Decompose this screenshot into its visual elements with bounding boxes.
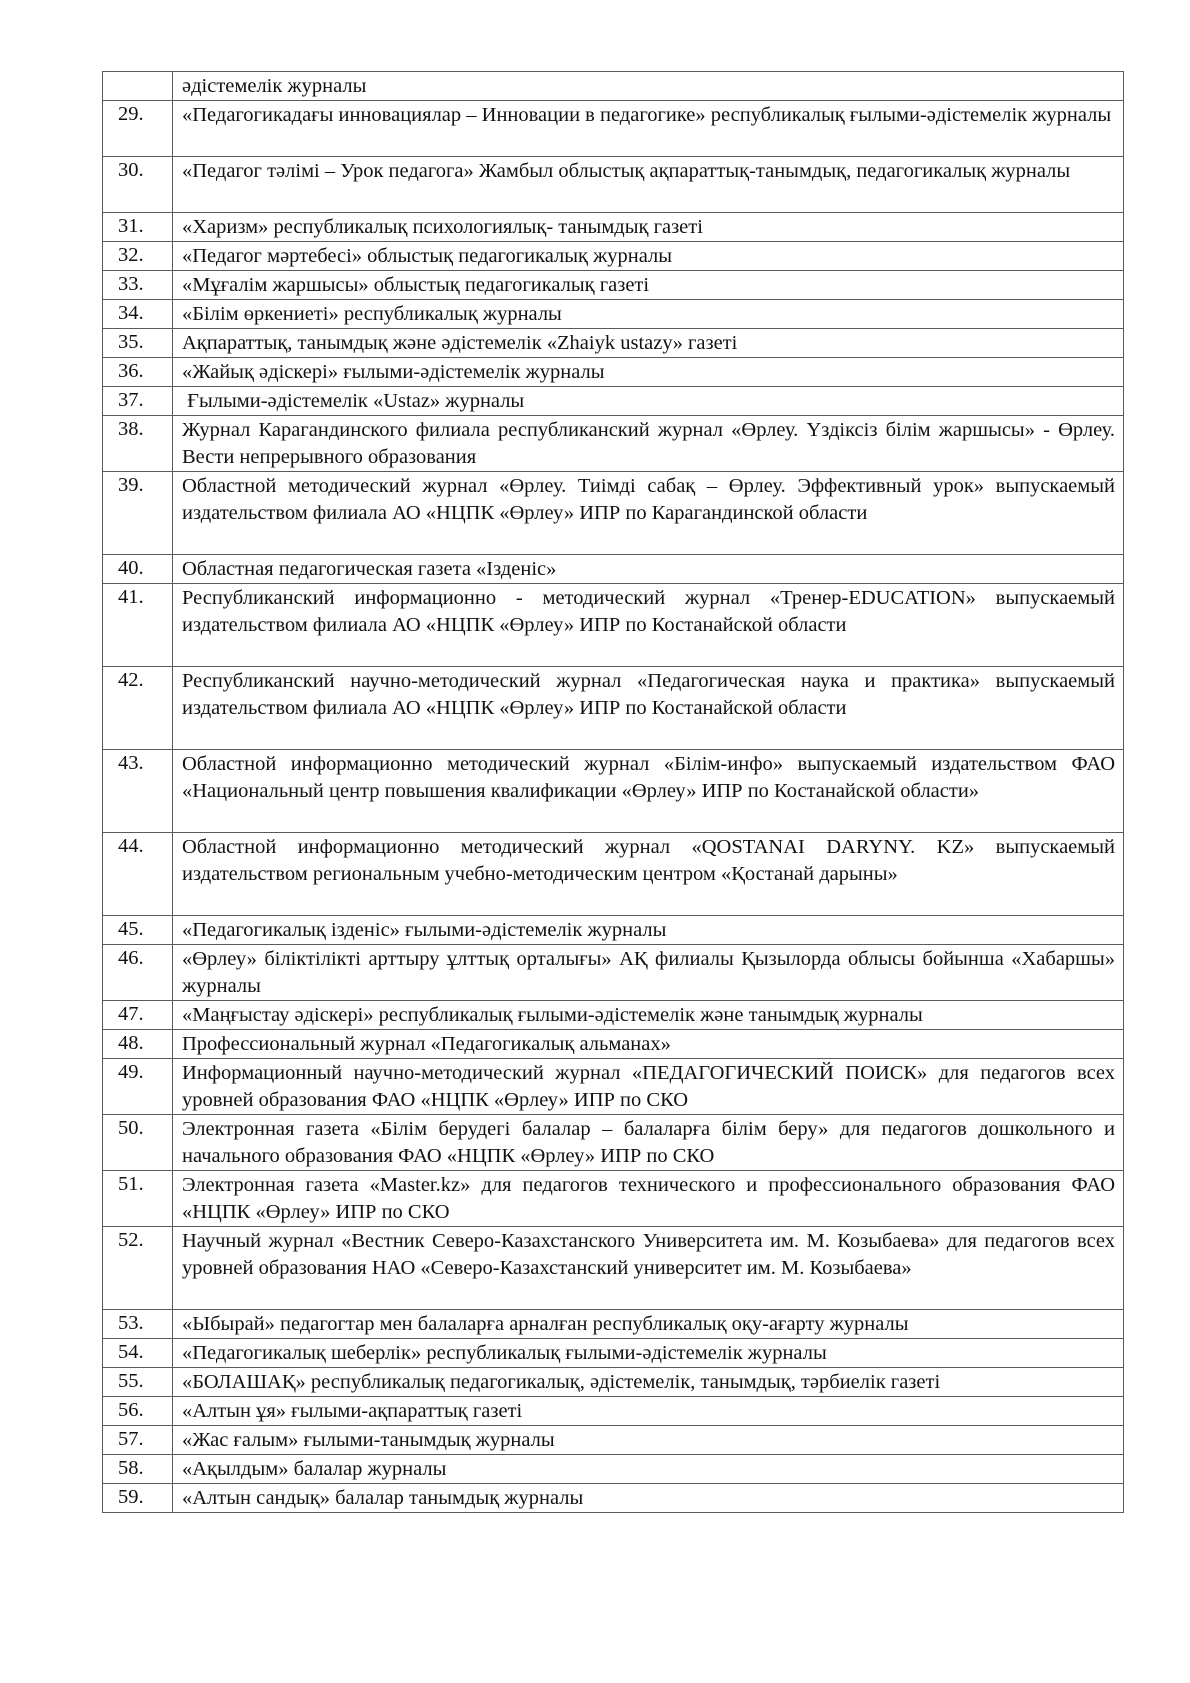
table-row xyxy=(103,1339,1124,1368)
row-number-cell: 43. xyxy=(103,750,173,833)
row-title-text: Электронная газета «Master.kz» для педагогов технического и профессионального образования ФАО «НЦПК «Өрлеу» ИПР по СКО xyxy=(182,1174,1115,1223)
row-title-cell xyxy=(173,157,1124,213)
row-title-text: «БОЛАШАҚ» республикалық педагогикалық, әдістемелік, танымдық, тәрбиелік газеті xyxy=(182,1371,941,1393)
row-number-cell: 33. xyxy=(103,271,173,300)
table-row xyxy=(103,1227,1124,1310)
row-title-text: Ғылыми-әдістемелік «Ustaz» журналы xyxy=(182,390,525,412)
row-number-cell: 38. xyxy=(103,416,173,472)
row-number-cell: 47. xyxy=(103,1001,173,1030)
row-title-cell xyxy=(173,584,1124,667)
table-row xyxy=(103,750,1124,833)
row-number-cell: 45. xyxy=(103,916,173,945)
row-number-cell: 52. xyxy=(103,1227,173,1310)
table-row xyxy=(103,213,1124,242)
table-row xyxy=(103,1455,1124,1484)
row-title-text: «Ыбырай» педагогтар мен балаларға арналған республикалық оқу-ағарту журналы xyxy=(182,1313,909,1335)
row-title-text: әдістемелік журналы xyxy=(182,75,367,97)
table-row xyxy=(103,945,1124,1001)
row-number-cell: 59. xyxy=(103,1484,173,1513)
row-title-cell xyxy=(173,667,1124,750)
row-number-cell: 29. xyxy=(103,101,173,157)
row-number-cell: 39. xyxy=(103,472,173,555)
row-title-cell xyxy=(173,1001,1124,1030)
row-title-text: «Педагогикалық шеберлік» республикалық ғылыми-әдістемелік журналы xyxy=(182,1342,827,1364)
row-title-cell xyxy=(173,329,1124,358)
table-row xyxy=(103,667,1124,750)
row-title-text: Областной информационно методический журнал «Білім-инфо» выпускаемый издательством ФАО «Национальный центр повышения квалификации «Өрлеу» ИПР по Костанайской области» xyxy=(182,753,1115,802)
table-row xyxy=(103,101,1124,157)
row-number-cell: 37. xyxy=(103,387,173,416)
row-title-text: «Ақылдым» балалар журналы xyxy=(182,1458,447,1480)
row-title-text: Научный журнал «Вестник Северо-Казахстанского Университета им. М. Козыбаева» для педагогов всех уровней образования НАО «Северо-Казахстанский университет им. М. Козыбаева» xyxy=(182,1230,1115,1279)
row-title-text: «Білім өркениеті» республикалық журналы xyxy=(182,303,562,325)
row-number-cell: 34. xyxy=(103,300,173,329)
row-number-cell: 35. xyxy=(103,329,173,358)
row-title-text: «Педагог тәлімі – Урок педагога» Жамбыл облыстық ақпараттық-танымдық, педагогикалық журналы xyxy=(182,160,1071,182)
row-title-text: Областная педагогическая газета «Ізденіс» xyxy=(182,558,557,580)
row-title-cell xyxy=(173,72,1124,101)
table-row xyxy=(103,555,1124,584)
row-title-text: «Алтын ұя» ғылыми-ақпараттық газеті xyxy=(182,1400,523,1422)
row-title-cell xyxy=(173,1115,1124,1171)
row-title-text: «Жайық әдіскері» ғылыми-әдістемелік журналы xyxy=(182,361,605,383)
row-title-text: Ақпараттық, танымдық және әдістемелік «Zhaiyk ustazy» газеті xyxy=(182,332,738,354)
row-title-text: «Педагогикалық ізденіс» ғылыми-әдістемелік журналы xyxy=(182,919,667,941)
row-title-cell xyxy=(173,1171,1124,1227)
table-row xyxy=(103,358,1124,387)
table-row xyxy=(103,416,1124,472)
table-row xyxy=(103,833,1124,916)
row-title-text: Республиканский научно-методический журнал «Педагогическая наука и практика» выпускаемый издательством филиала АО «НЦПК «Өрлеу» ИПР по Костанайской области xyxy=(182,670,1115,719)
row-title-cell xyxy=(173,945,1124,1001)
row-number-cell: 32. xyxy=(103,242,173,271)
row-title-cell xyxy=(173,271,1124,300)
table-row xyxy=(103,387,1124,416)
row-number-cell: 40. xyxy=(103,555,173,584)
table-row xyxy=(103,584,1124,667)
table-row xyxy=(103,157,1124,213)
row-number-cell: 30. xyxy=(103,157,173,213)
row-number-cell: 56. xyxy=(103,1397,173,1426)
table-row xyxy=(103,1030,1124,1059)
row-title-cell xyxy=(173,1310,1124,1339)
table-row xyxy=(103,1484,1124,1513)
row-title-cell xyxy=(173,1426,1124,1455)
row-number-cell: 53. xyxy=(103,1310,173,1339)
table-row xyxy=(103,1426,1124,1455)
table-row xyxy=(103,1171,1124,1227)
table-row xyxy=(103,1310,1124,1339)
table-row xyxy=(103,1001,1124,1030)
row-title-cell xyxy=(173,387,1124,416)
table-row xyxy=(103,1397,1124,1426)
table-row xyxy=(103,1368,1124,1397)
row-title-text: Областной информационно методический журнал «QOSTANAI DARYNY. KZ» выпускаемый издательством региональным учебно-методическим центром «Қостанай дарыны» xyxy=(182,836,1115,885)
table-row xyxy=(103,329,1124,358)
row-title-text: Профессиональный журнал «Педагогикалық альманах» xyxy=(182,1033,671,1055)
row-number-cell: 44. xyxy=(103,833,173,916)
table-row-continued xyxy=(103,72,1124,101)
row-number-cell: 42. xyxy=(103,667,173,750)
row-title-cell xyxy=(173,213,1124,242)
row-title-cell xyxy=(173,750,1124,833)
row-title-cell xyxy=(173,916,1124,945)
table-row xyxy=(103,472,1124,555)
row-number-cell: 50. xyxy=(103,1115,173,1171)
row-title-text: «Педагог мәртебесі» облыстық педагогикалық журналы xyxy=(182,245,673,267)
row-number-cell: 55. xyxy=(103,1368,173,1397)
row-number-cell: 49. xyxy=(103,1059,173,1115)
table-row xyxy=(103,300,1124,329)
table-row xyxy=(103,271,1124,300)
row-number-cell: 31. xyxy=(103,213,173,242)
row-title-cell xyxy=(173,1484,1124,1513)
row-title-text: «Алтын сандық» балалар танымдық журналы xyxy=(182,1487,584,1509)
row-title-text: «Маңғыстау әдіскері» республикалық ғылыми-әдістемелік және танымдық журналы xyxy=(182,1004,923,1026)
row-number-cell: 48. xyxy=(103,1030,173,1059)
row-number-cell: 41. xyxy=(103,584,173,667)
row-title-text: Электронная газета «Білім берудегі балалар – балаларға білім беру» для педагогов дошкольного и начального образования ФАО «НЦПК «Өрлеу» ИПР по СКО xyxy=(182,1118,1115,1167)
row-title-text: Республиканский информационно - методический журнал «Тренер-EDUCATION» выпускаемый издательством филиала АО «НЦПК «Өрлеу» ИПР по Костанайской области xyxy=(182,587,1115,636)
row-title-text: «Харизм» республикалық психологиялық- танымдық газеті xyxy=(182,216,703,238)
table-row xyxy=(103,1115,1124,1171)
table-row xyxy=(103,242,1124,271)
row-title-text: «Педагогикадағы инновациялар – Инновации в педагогике» республикалық ғылыми-әдістемелік журналы xyxy=(182,104,1112,126)
row-number-cell: 57. xyxy=(103,1426,173,1455)
row-title-cell xyxy=(173,101,1124,157)
row-title-cell xyxy=(173,242,1124,271)
row-title-cell xyxy=(173,555,1124,584)
row-title-cell xyxy=(173,416,1124,472)
table-row xyxy=(103,916,1124,945)
row-title-cell xyxy=(173,1030,1124,1059)
row-title-text: «Жас ғалым» ғылыми-танымдық журналы xyxy=(182,1429,555,1451)
row-title-cell xyxy=(173,1397,1124,1426)
row-title-cell xyxy=(173,1455,1124,1484)
table-row xyxy=(103,1059,1124,1115)
row-title-text: «Мұғалім жаршысы» облыстық педагогикалық газеті xyxy=(182,274,650,296)
journals-table xyxy=(102,71,1124,1513)
row-title-cell xyxy=(173,833,1124,916)
row-title-text: Журнал Карагандинского филиала республиканский журнал «Өрлеу. Үздіксіз білім жаршысы» - Өрлеу. Вести непрерывного образования xyxy=(182,419,1115,468)
row-number-cell: 46. xyxy=(103,945,173,1001)
row-title-text: Областной методический журнал «Өрлеу. Тиімді сабақ – Өрлеу. Эффективный урок» выпускаемый издательством филиала АО «НЦПК «Өрлеу» ИПР по Карагандинской области xyxy=(182,475,1115,524)
row-title-cell xyxy=(173,300,1124,329)
journals-table-body xyxy=(103,72,1124,1513)
row-title-cell xyxy=(173,472,1124,555)
row-number-cell: 51. xyxy=(103,1171,173,1227)
row-number-cell: 54. xyxy=(103,1339,173,1368)
row-title-cell xyxy=(173,1059,1124,1115)
row-number-cell xyxy=(103,72,173,101)
row-title-text: Информационный научно-методический журнал «ПЕДАГОГИЧЕСКИЙ ПОИСК» для педагогов всех уровней образования ФАО «НЦПК «Өрлеу» ИПР по СКО xyxy=(182,1062,1115,1111)
row-number-cell: 36. xyxy=(103,358,173,387)
row-title-cell xyxy=(173,1339,1124,1368)
row-title-cell xyxy=(173,1368,1124,1397)
row-title-cell xyxy=(173,1227,1124,1310)
row-number-cell: 58. xyxy=(103,1455,173,1484)
row-title-text: «Өрлеу» біліктілікті арттыру ұлттық орталығы» АҚ филиалы Қызылорда облысы бойынша «Хабаршы» журналы xyxy=(182,948,1115,997)
row-title-cell xyxy=(173,358,1124,387)
